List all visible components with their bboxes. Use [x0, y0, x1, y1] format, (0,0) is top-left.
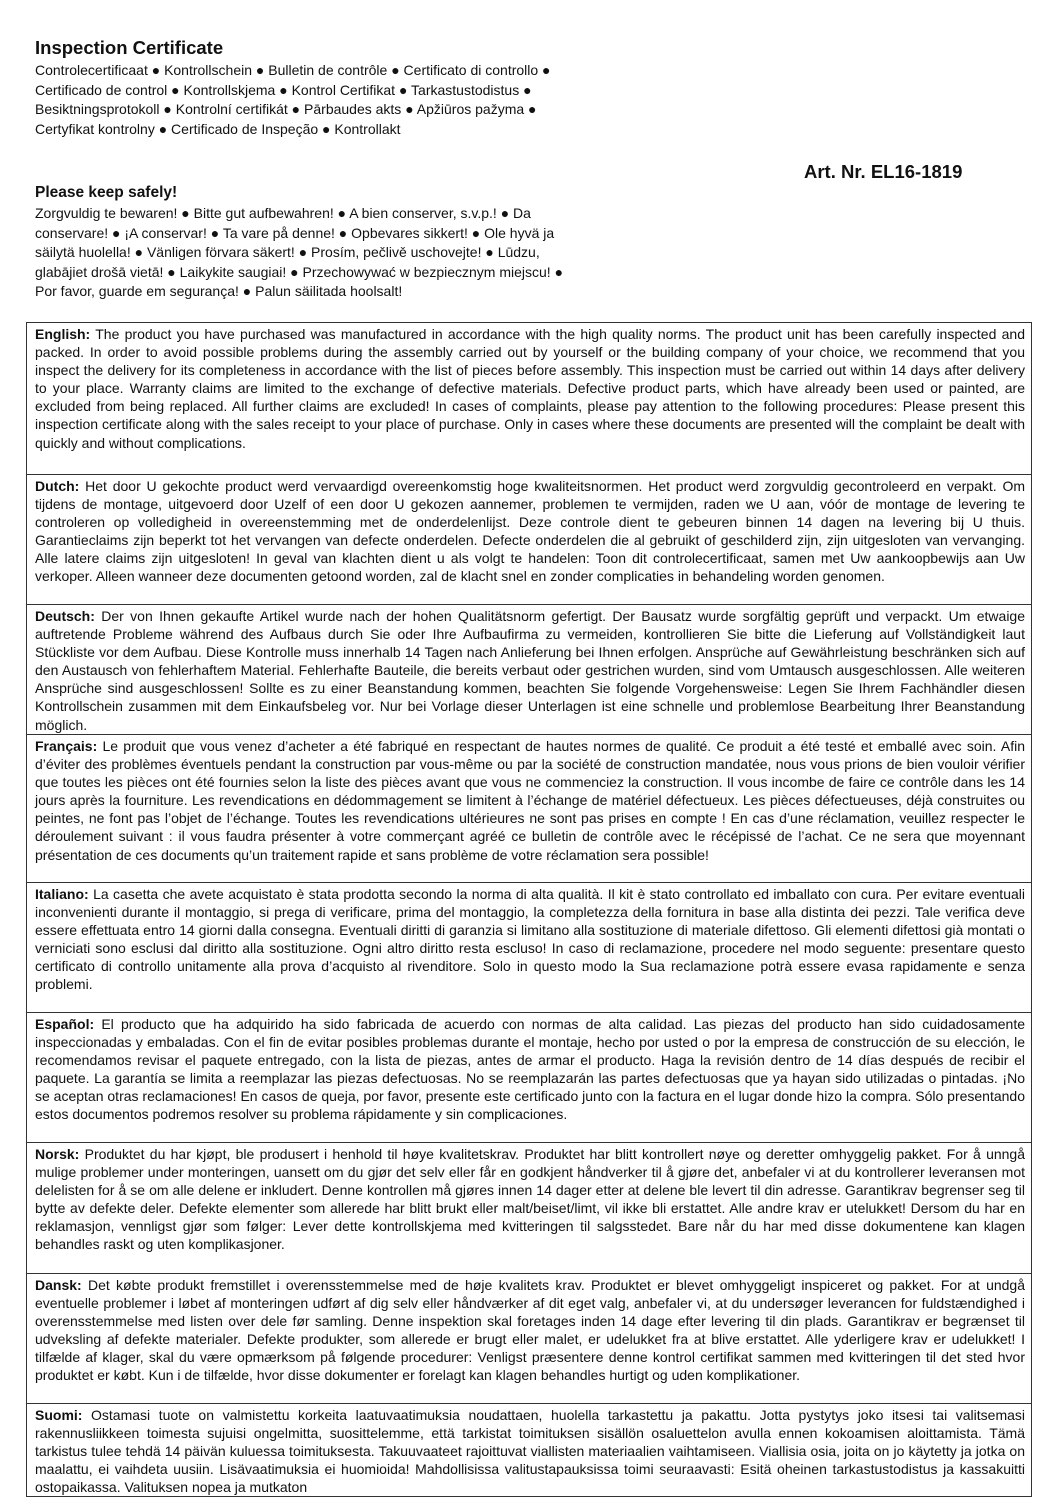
section-english: [26, 323, 1032, 475]
language-sections: [26, 322, 1032, 1497]
language-text: Le produit que vous venez d’acheter a été fabriqué en respectant de hautes normes de qualité. Ce produit a été testé et emballé avec soin. Afin d’éviter des problèmes éventuels pendant la construction par vous-même ou par la société de construction mandatée, nous vous prions de bien vouloir vérifier que toutes les pièces ont été fournies selon la liste des pièces avant que vous ne commenciez la construction. Il vous incombe de faire ce contrôle dans les 14 jours après la fourniture. Les revendications en dédommagement se limitent à l’échange de matériel défectueux. Les pièces défectueuses, déjà construites ou peintes, ne font pas l’objet de l’échange. Toutes les revendications ultérieures ne sont pas prises en compte ! En cas d’une réclamation, veuillez respecter le déroulement suivant : il vous faudra présenter à votre commerçant agréé ce bulletin de contrôle avec le récépissé de l’achat. Ce ne sera que moyennant présentation de ces documents qu’un traitement rapide et sans problème de votre réclamation sera possible!: [35, 738, 1026, 863]
language-text: Het door U gekochte product werd vervaardigd overeenkomstig hoge kwaliteitsnormen. Het product werd zorgvuldig gecontroleerd en verpakt. Om tijdens de montage, uitgevoerd door Uzelf of een door U gekozen aannemer, problemen te vermijden, raden we U aan, vóór de montage de levering te controleren op volledigheid in overeenstemming met de onderdelenlijst. Deze controle dient te gebeuren binnen 14 dagen na levering bij U thuis. Garantieclaims zijn beperkt tot het vervangen van defecte onderdelen. Defecte onderdelen die al gebruikt of geschilderd zijn, zijn uitgesloten van vervanging. Alle latere claims zijn uitgesloten! In geval van klachten dient u als volgt te handelen: Toon dit controlecertificaat, samen met Uw aankoopbewijs aan Uw verkoper. Alleen wanneer deze documenten getoond worden, zal de klacht snel en zonder complicaties in behandeling worden genomen.: [35, 478, 1026, 585]
language-label: Dansk:: [35, 1277, 82, 1293]
keep-safely-heading: Please keep safely!: [35, 184, 178, 201]
section-suomi: [26, 1404, 1032, 1497]
language-label: Español:: [35, 1016, 95, 1032]
section-deutsch: [26, 605, 1032, 735]
title-translations: Controlecertificaat ● Kontrollschein ● Bulletin de contrôle ● Certificato di controllo ● Certificado de control ● Kontrollskjema ● Kontrol Certifikat ● Tarkastustodistus ● Besiktningsprotokoll ● Kontrolní certifikát ● Pārbaudes akts ● Apžiūros pažyma ● Certyfikat kontrolny ● Certificado de Inspeção ● Kontrollakt: [35, 62, 551, 137]
language-text: Produktet du har kjøpt, ble produsert i henhold til høye kvalitetskrav. Produktet har blitt kontrollert nøye og deretter omhyggelig pakket. For å unngå mulige problemer under monteringen, uansett om du gjør det selv eller får en godkjent håndverker til å gjøre det, anbefaler vi at du kontrollerer leveransen mot delelisten for å se om alle delene er inkludert. Denne kontrollen må gjøres innen 14 dager etter at delene ble levert til din adresse. Garantikrav begrenser seg til bytte av defekte deler. Defekte elementer som allerede har blitt brukt eller malt/beiset/limt, vil ikke bli erstattet. Alle andre krav er utelukket! Dersom du har en reklamasjon, vennligst gjør som følger: Lever dette kontrollskjema med kvitteringen til salgsstedet. Bare når du har med disse dokumentene kan klagen behandles raskt og uten komplikasjoner.: [35, 1146, 1025, 1253]
language-text: The product you have purchased was manufactured in accordance with the high quality norms. The product unit has been carefully inspected and packed. In order to avoid possible problems during the assembly carried out by yourself or the building company of your choice, we recommend that you inspect the delivery for its completeness in accordance with the list of pieces before assembly. This inspection must be carried out within 14 days after delivery to your place. Warranty claims are limited to the exchange of defective materials. Defective product parts, which have already been used or painted, are excluded from being replaced. All further claims are excluded! In cases of complaints, please pay attention to the following procedures: Please present this inspection certificate along with the sales receipt to your place of purchase. Only in cases where these documents are presented will the complaint be dealt with quickly and without complications.: [35, 326, 1025, 451]
language-label: Italiano:: [35, 886, 89, 902]
language-text: Ostamasi tuote on valmistettu korkeita laatuvaatimuksia noudattaen, huolella tarkastettu ja pakattu. Jotta pystytys joko itsesi tai valitsemasi rakennusliikkeen toimesta sujuisi ongelmitta, suosittelemme, että tarkistat toimituksen sisällön osaluettelon avulla ennen kokoamisen aloittamista. Tämä tarkistus tulee tehdä 14 päivän kuluessa toimituksesta. Takuuvaateet rajoittuvat viallisten materiaalien vaihtamiseen. Viallisia osia, joita on jo käytetty ja jotka on maalattu, ei vaihdeta uusiin. Lisävaatimuksia ei huomioida! Mahdollisissa valitustapauksissa toimi seuraavasti: Esitä oheinen tarkastustodistus ja kassakuitti ostopaikassa. Valituksen nopea ja mutkaton: [35, 1407, 1026, 1496]
language-label: Suomi:: [35, 1407, 83, 1423]
keep-safely-translations: Zorgvuldig te bewaren! ● Bitte gut aufbewahren! ● A bien conserver, s.v.p.! ● Da conservare! ● ¡A conservar! ● Ta vare på denne! ● Opbevares sikkert! ● Ole hyvä ja säilytä huolella! ● Vänligen förvara säkert! ● Prosím, pečlivě uschovejte! ● Lūdzu, glabājiet drošā vietā! ● Laikykite saugiai! ● Przechowywać w bezpiecznym miejscu! ● Por favor, guarde em segurança! ● Palun säilitada hoolsalt!: [35, 205, 564, 299]
language-text: Det købte produkt fremstillet i overensstemmelse med de høje kvalitets krav. Produktet er blevet omhyggeligt inspiceret og pakket. For at undgå eventuelle problemer i løbet af monteringen udført af dig selv eller håndværker af dit eget valg, anbefaler vi, at du undersøger leverancen for fuldstændighed i overensstemmelse med listen over dele før samling. Denne inspektion skal foretages inden 14 dage efter levering til din plads. Garantikrav er begrænset til udveksling af defekte materialer. Defekte produkter, som allerede er brugt eller malet, er udelukket fra at blive erstattet. Alle yderligere krav er udelukket! I tilfælde af klager, skal du være opmærksom på følgende procedurer: Venligst præsentere denne kontrol certifikat sammen med kvitteringen til det sted hvor produktet er købt. Kun i de tilfælde, hvor disse dokumenter er forelagt kan klagen behandles hurtigt og uden komplikationer.: [35, 1277, 1026, 1384]
section-dansk: [26, 1274, 1032, 1404]
section-espanol: [26, 1013, 1032, 1143]
section-dutch: [26, 475, 1032, 605]
language-text: El producto que ha adquirido ha sido fabricada de acuerdo con normas de alta calidad. Las piezas del producto han sido cuidadosamente inspeccionadas y embaladas. Con el fin de evitar posibles problemas durante el montaje, hecho por usted o por la empresa de construcción de su elección, le recomendamos revisar el paquete entregado, con la lista de piezas, antes de armar el producto. Haga la revisión dentro de 14 días después de recibir el paquete. La garantía se limita a reemplazar las piezas defectuosas. No se reemplazarán las partes defectuosas que ya hayan sido utilizadas o pintadas. ¡No se aceptan otras reclamaciones! En casos de queja, por favor, presente este certificado junto con la factura en el lugar donde hizo la compra. Sólo presentando estos documentos podremos resolver su problema rápidamente y sin complicaciones.: [35, 1016, 1025, 1123]
section-norsk: [26, 1143, 1032, 1274]
language-text: Der von Ihnen gekaufte Artikel wurde nach der hohen Qualitätsnorm gefertigt. Der Bausatz wurde sorgfältig geprüft und verpackt. Um etwaige auftretende Probleme während des Aufbaus durch Sie oder Ihre Aufbaufirma zu vermeiden, kontrollieren Sie bitte die Lieferung auf Vollständigkeit laut Stückliste vor dem Aufbau. Diese Kontrolle muss innerhalb 14 Tagen nach Anlieferung bei Ihnen erfolgen. Ansprüche auf Gewährleistung beschränken sich auf den Austausch von fehlerhaftem Material. Fehlerhafte Bauteile, die bereits verbaut oder gestrichen wurden, sind vom Umtausch ausgeschlossen. Alle weiteren Ansprüche sind ausgeschlossen! Sollte es zu einer Beanstandung kommen, beachten Sie folgende Vorgehensweise: Legen Sie Ihrem Fachhändler diesen Kontrollschein zusammen mit dem Einkaufsbeleg vor. Nur bei Vorlage dieser Unterlagen ist eine schnelle und problemlose Bearbeitung Ihrer Beanstandung möglich.: [35, 608, 1026, 733]
page-title: Inspection Certificate: [35, 37, 224, 58]
language-label: Français:: [35, 738, 98, 754]
language-label: Norsk:: [35, 1146, 80, 1162]
article-number: Art. Nr. EL16-1819: [804, 161, 963, 182]
section-francais: [26, 735, 1032, 883]
language-text: La casetta che avete acquistato è stata prodotta secondo la norma di alta qualità. Il kit è stato controllato ed imballato con cura. Per evitare eventuali inconvenienti durante il montaggio, si prega di verificare, prima del montaggio, la completezza della fornitura in base alla distinta dei pezzi. Tale verifica deve essere effettuata entro 14 giorni dalla consegna. Eventuali diritti di garanzia si limitano alla sostituzione di materiale difettoso. Gli elementi difettosi già montati o verniciati sono esclusi dal diritto alla sostituzione. Ogni altro diritto resta escluso! In caso di reclamazione, procedere nel modo seguente: presentare questo certificato di controllo unitamente alla prova d’acquisto al rivenditore. Solo in questo modo la Sua reclamazione potrà essere evasa rapidamente e senza problemi.: [35, 886, 1025, 993]
language-label: Deutsch:: [35, 608, 95, 624]
language-label: English:: [35, 326, 91, 342]
language-label: Dutch:: [35, 478, 80, 494]
section-italiano: [26, 883, 1032, 1013]
